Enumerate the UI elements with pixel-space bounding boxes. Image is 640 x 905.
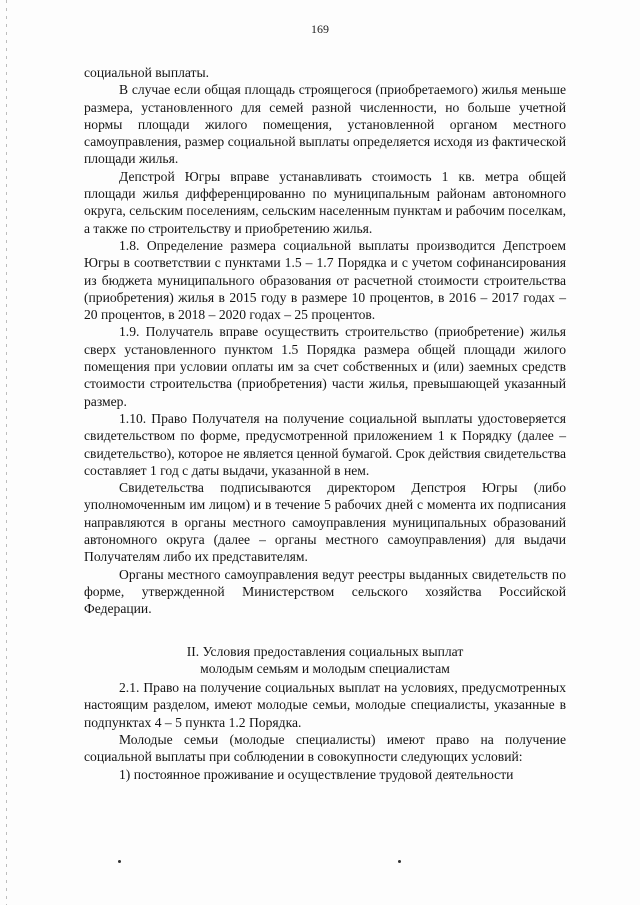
list-item-condition-1: 1) постоянное проживание и осуществление трудовой деятельности bbox=[119, 766, 514, 782]
page-number: 169 bbox=[311, 22, 329, 36]
paragraph-conditions-intro: Молодые семьи (молодые специалисты) имеют право на получение социальной выплаты при соблюдении в совокупности следующих условий: bbox=[84, 731, 566, 765]
scan-speck bbox=[398, 860, 401, 863]
scan-speck bbox=[118, 860, 121, 863]
paragraph-1-10: 1.10. Право Получателя на получение социальной выплаты удостоверяется свидетельством по форме, предусмотренной приложением 1 к Порядку (далее – свидетельство), которое не является ценной бумагой. Срок действия свидетельства составляет 1 год с даты выдачи, указанной в нем. bbox=[84, 410, 566, 478]
paragraph-certificates-registry: Органы местного самоуправления ведут реестры выданных свидетельств по форме, утвержденной Министерством сельского хозяйства Российской Федерации. bbox=[84, 566, 566, 617]
section-title-line-2: молодым семьям и молодым специалистам bbox=[200, 660, 450, 676]
section-title-line-1: II. Условия предоставления социальных выплат bbox=[186, 643, 464, 659]
paragraph-area-rule: В случае если общая площадь строящегося (приобретаемого) жилья меньше размера, установленного для семей разной численности, но больше учетной нормы площади жилого помещения, установленной органом местного самоуправления, размер социальной выплаты определяется исходя из фактической площади жилья. bbox=[84, 82, 566, 167]
scan-edge-line bbox=[6, 0, 7, 905]
paragraph-certificates-signing: Свидетельства подписываются директором Депстроя Югры (либо уполномоченным им лицом) и в течение 5 рабочих дней с момента их подписания направляются в органы местного самоуправления муниципальных образований автономного округа (далее – органы местного самоуправления) для выдачи Получателям либо их представителям. bbox=[84, 480, 566, 565]
paragraph-1-8: 1.8. Определение размера социальной выплаты производится Депстроем Югры в соответствии с пунктами 1.5 – 1.7 Порядка и с учетом софинансирования из бюджета муниципального образования от расчетной стоимости строительства (приобретения) жилья в 2015 году в размере 10 процентов, в 2016 – 2017 годах – 20 процентов, в 2018 – 2020 годах – 25 процентов. bbox=[84, 237, 566, 323]
document-body bbox=[84, 64, 566, 783]
paragraph-2-1: 2.1. Право на получение социальных выплат на условиях, предусмотренных настоящим разделом, имеют молодые семьи, молодые специалисты, указанные в подпунктах 4 – 5 пункта 1.2 Порядка. bbox=[84, 680, 566, 730]
paragraph-price-rule: Депстрой Югры вправе устанавливать стоимость 1 кв. метра общей площади жилья дифференцированно по муниципальным районам автономного округа, сельским поселениям, сельским населенным пунктам и рабочим поселкам, а также по строительству и приобретению жилья. bbox=[84, 168, 566, 236]
paragraph-continuation: социальной выплаты. bbox=[84, 65, 210, 80]
section-heading bbox=[84, 643, 566, 678]
paragraph-1-9: 1.9. Получатель вправе осуществить строительство (приобретение) жилья сверх установленного пунктом 1.5 Порядка размера общей площади жилого помещения при условии оплаты им за счет собственных и (или) заемных средств стоимости строительства (приобретения) части жилья, превышающей указанный размер. bbox=[84, 324, 566, 409]
